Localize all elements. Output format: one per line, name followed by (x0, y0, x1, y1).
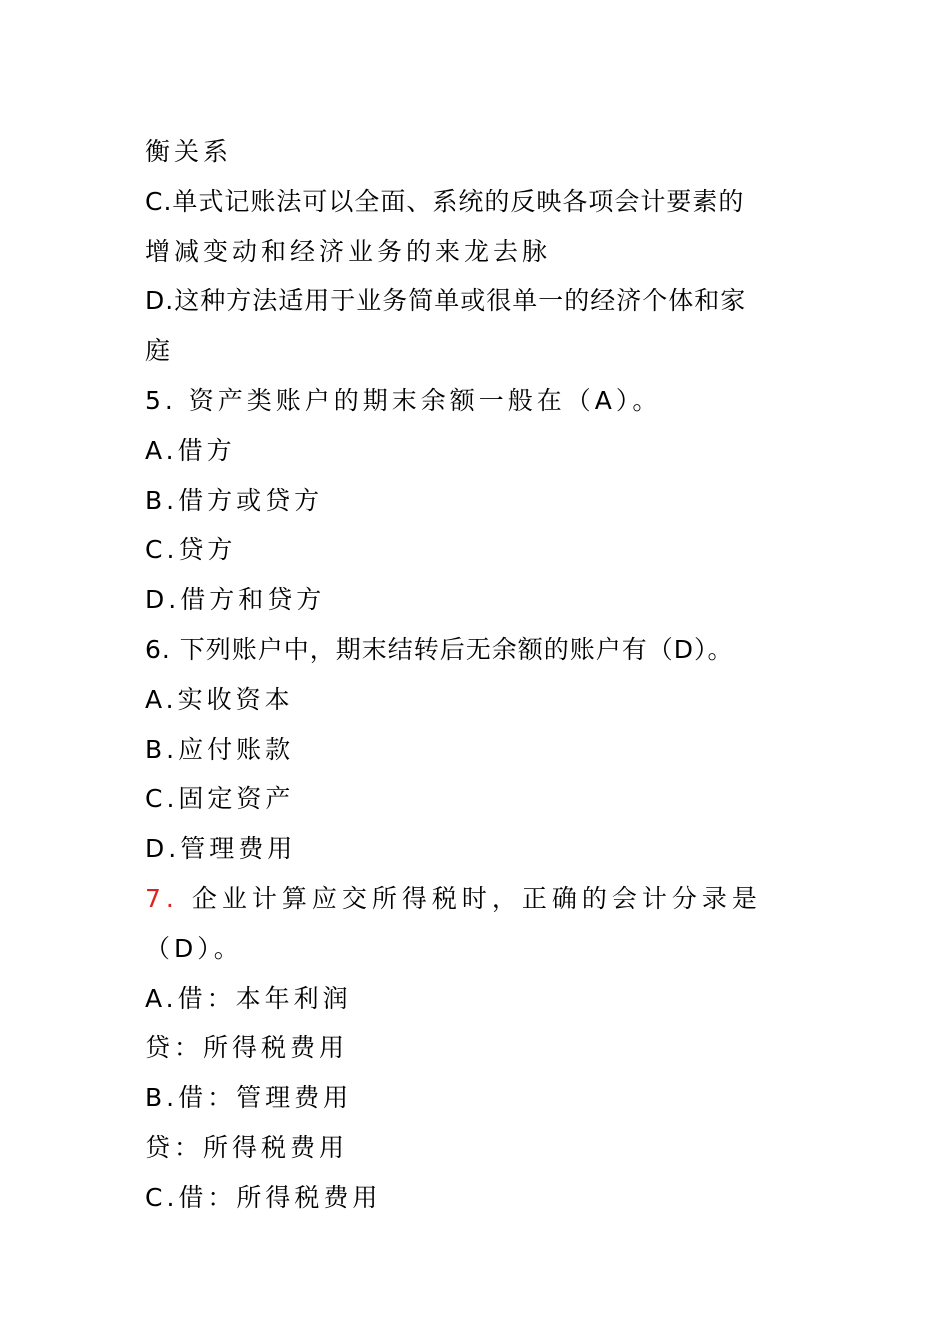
q6-option-b: B.应付账款 (145, 734, 295, 764)
q7-option-b-credit: 贷：所得税费用 (145, 1132, 349, 1162)
question-7-line-2: （D）。 (145, 933, 243, 963)
q6-option-c: C.固定资产 (145, 784, 295, 814)
question-7-text: 企业计算应交所得税时，正确的会计分录是 (191, 883, 762, 913)
q5-option-c: C.贷方 (145, 535, 237, 565)
option-d-line-1: D.这种方法适用于业务简单或很单一的经济个体和家 (145, 286, 747, 316)
q7-option-a-debit: A.借：本年利润 (145, 983, 352, 1013)
q6-option-d: D.管理费用 (145, 834, 297, 864)
q5-option-a: A.借方 (145, 435, 236, 465)
question-5: 5. 资产类账户的期末余额一般在（A）。 (145, 385, 662, 415)
question-7-line-1 (145, 874, 810, 924)
q7-option-b-debit: B.借：管理费用 (145, 1083, 353, 1113)
q5-option-b: B.借方或贷方 (145, 485, 324, 515)
q7-option-c-debit: C.借：所得税费用 (145, 1182, 382, 1212)
option-c-line-1: C.单式记账法可以全面、系统的反映各项会计要素的 (145, 186, 745, 216)
question-7-number: 7. (145, 883, 179, 913)
option-c-line-2: 增减变动和经济业务的来龙去脉 (145, 236, 552, 266)
question-6: 6. 下列账户中，期末结转后无余额的账户有（D）。 (145, 634, 734, 664)
text-line: 衡关系 (145, 137, 233, 166)
q7-option-a-credit: 贷：所得税费用 (145, 1033, 349, 1063)
q6-option-a: A.实收资本 (145, 684, 294, 714)
option-d-line-2: 庭 (145, 336, 175, 366)
q5-option-d: D.借方和贷方 (145, 585, 326, 615)
document-body (145, 127, 810, 1223)
